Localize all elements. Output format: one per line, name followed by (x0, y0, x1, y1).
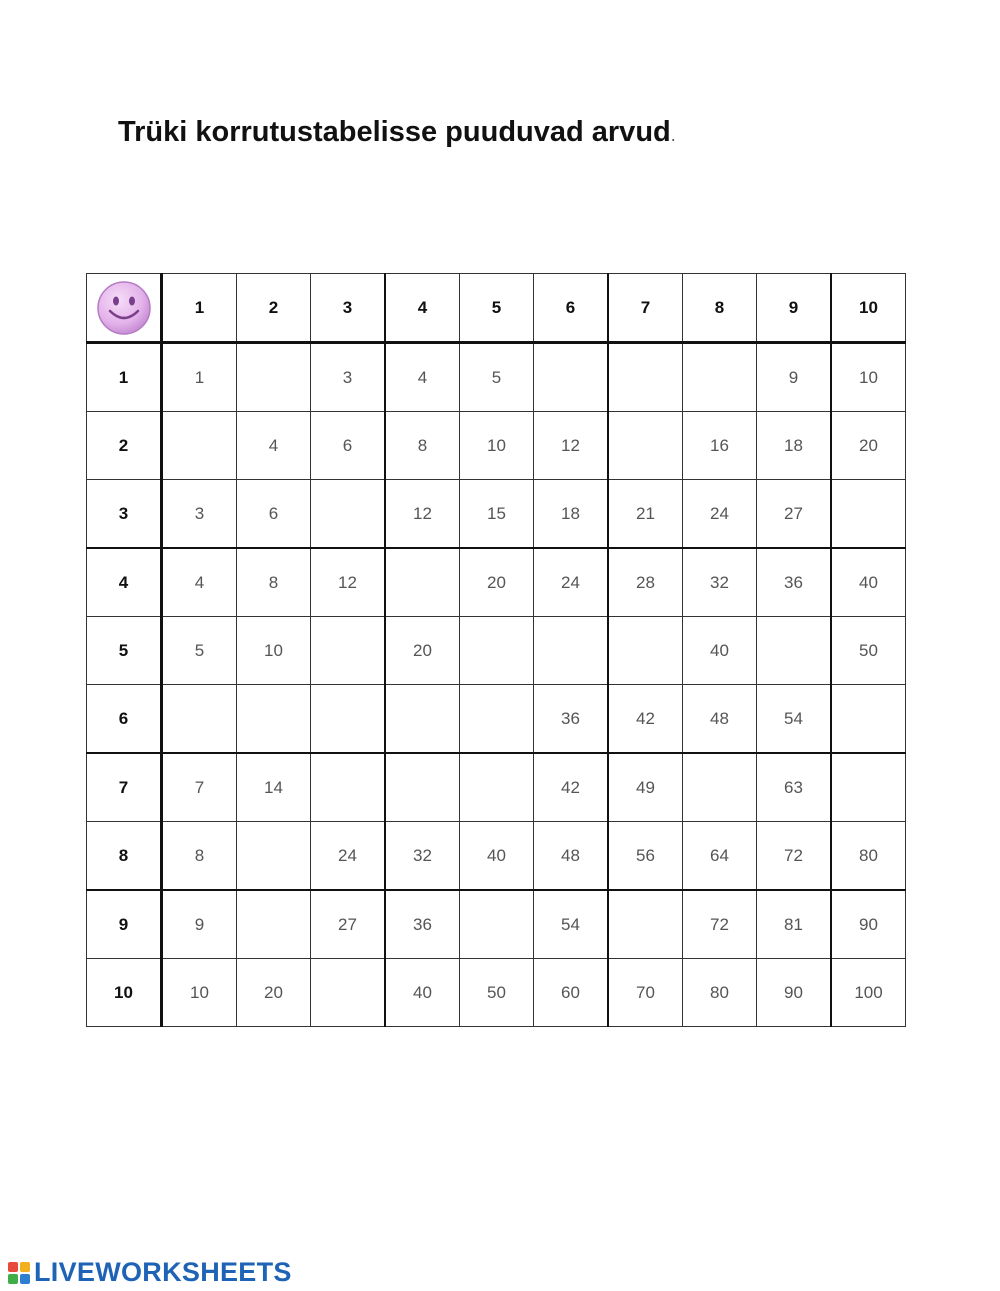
blank-answer-cell[interactable] (311, 959, 386, 1027)
product-cell: 40 (831, 548, 906, 617)
product-cell: 5 (162, 617, 237, 685)
worksheet-title (118, 116, 676, 149)
product-cell: 50 (460, 959, 534, 1027)
column-header: 7 (608, 274, 683, 343)
column-header: 6 (534, 274, 609, 343)
product-cell: 42 (608, 685, 683, 754)
row-header: 8 (87, 822, 162, 891)
blank-answer-cell[interactable] (237, 822, 311, 891)
row-header: 3 (87, 480, 162, 549)
blank-answer-cell[interactable] (831, 753, 906, 822)
table-row (87, 753, 906, 822)
liveworksheets-logo (8, 1257, 292, 1288)
logo-block (8, 1274, 18, 1284)
row-header: 5 (87, 617, 162, 685)
product-cell: 40 (385, 959, 460, 1027)
column-header: 2 (237, 274, 311, 343)
blank-answer-cell[interactable] (460, 617, 534, 685)
column-header: 9 (757, 274, 832, 343)
blank-answer-cell[interactable] (162, 412, 237, 480)
product-cell: 1 (162, 343, 237, 412)
row-header: 4 (87, 548, 162, 617)
table-row (87, 822, 906, 891)
column-header: 10 (831, 274, 906, 343)
product-cell: 81 (757, 890, 832, 959)
blank-answer-cell[interactable] (757, 617, 832, 685)
product-cell: 49 (608, 753, 683, 822)
blank-answer-cell[interactable] (460, 753, 534, 822)
product-cell: 72 (757, 822, 832, 891)
product-cell: 8 (162, 822, 237, 891)
product-cell: 8 (237, 548, 311, 617)
product-cell: 6 (311, 412, 386, 480)
header-row (87, 274, 906, 343)
product-cell: 15 (460, 480, 534, 549)
product-cell: 20 (460, 548, 534, 617)
product-cell: 32 (385, 822, 460, 891)
corner-cell (87, 274, 162, 343)
product-cell: 70 (608, 959, 683, 1027)
product-cell: 48 (534, 822, 609, 891)
product-cell: 20 (831, 412, 906, 480)
table-row (87, 685, 906, 754)
blank-answer-cell[interactable] (683, 753, 757, 822)
row-header: 2 (87, 412, 162, 480)
product-cell: 40 (683, 617, 757, 685)
row-header: 9 (87, 890, 162, 959)
title-text: Trüki korrutustabelisse puuduvad arvud (118, 116, 671, 148)
blank-answer-cell[interactable] (237, 343, 311, 412)
product-cell: 24 (311, 822, 386, 891)
product-cell: 8 (385, 412, 460, 480)
product-cell: 54 (534, 890, 609, 959)
product-cell: 16 (683, 412, 757, 480)
product-cell: 12 (311, 548, 386, 617)
table-row (87, 548, 906, 617)
table-row (87, 343, 906, 412)
product-cell: 12 (534, 412, 609, 480)
logo-block (20, 1262, 30, 1272)
blank-answer-cell[interactable] (311, 685, 386, 754)
blank-answer-cell[interactable] (608, 617, 683, 685)
blank-answer-cell[interactable] (683, 343, 757, 412)
column-header: 8 (683, 274, 757, 343)
product-cell: 6 (237, 480, 311, 549)
logo-blocks-icon (8, 1262, 30, 1284)
product-cell: 100 (831, 959, 906, 1027)
product-cell: 24 (534, 548, 609, 617)
product-cell: 63 (757, 753, 832, 822)
product-cell: 10 (237, 617, 311, 685)
product-cell: 3 (311, 343, 386, 412)
multiplication-table (86, 273, 906, 1027)
product-cell: 24 (683, 480, 757, 549)
product-cell: 21 (608, 480, 683, 549)
product-cell: 36 (385, 890, 460, 959)
product-cell: 28 (608, 548, 683, 617)
blank-answer-cell[interactable] (385, 685, 460, 754)
product-cell: 42 (534, 753, 609, 822)
product-cell: 14 (237, 753, 311, 822)
product-cell: 90 (831, 890, 906, 959)
blank-answer-cell[interactable] (385, 753, 460, 822)
product-cell: 54 (757, 685, 832, 754)
blank-answer-cell[interactable] (831, 685, 906, 754)
blank-answer-cell[interactable] (311, 480, 386, 549)
product-cell: 48 (683, 685, 757, 754)
column-header: 4 (385, 274, 460, 343)
blank-answer-cell[interactable] (831, 480, 906, 549)
product-cell: 90 (757, 959, 832, 1027)
product-cell: 36 (534, 685, 609, 754)
table-row (87, 890, 906, 959)
blank-answer-cell[interactable] (237, 685, 311, 754)
product-cell: 32 (683, 548, 757, 617)
blank-answer-cell[interactable] (534, 617, 609, 685)
table-row (87, 480, 906, 549)
blank-answer-cell[interactable] (385, 548, 460, 617)
column-header: 3 (311, 274, 386, 343)
blank-answer-cell[interactable] (608, 890, 683, 959)
product-cell: 10 (831, 343, 906, 412)
product-cell: 9 (757, 343, 832, 412)
smiley-face-icon (95, 279, 153, 337)
product-cell: 18 (757, 412, 832, 480)
blank-answer-cell[interactable] (237, 890, 311, 959)
product-cell: 12 (385, 480, 460, 549)
blank-answer-cell[interactable] (311, 753, 386, 822)
product-cell: 56 (608, 822, 683, 891)
product-cell: 20 (237, 959, 311, 1027)
logo-block (20, 1274, 30, 1284)
blank-answer-cell[interactable] (460, 685, 534, 754)
product-cell: 5 (460, 343, 534, 412)
product-cell: 9 (162, 890, 237, 959)
product-cell: 40 (460, 822, 534, 891)
product-cell: 60 (534, 959, 609, 1027)
logo-block (8, 1262, 18, 1272)
product-cell: 50 (831, 617, 906, 685)
product-cell: 4 (385, 343, 460, 412)
blank-answer-cell[interactable] (311, 617, 386, 685)
product-cell: 3 (162, 480, 237, 549)
product-cell: 10 (460, 412, 534, 480)
product-cell: 4 (237, 412, 311, 480)
blank-answer-cell[interactable] (162, 685, 237, 754)
row-header: 1 (87, 343, 162, 412)
product-cell: 64 (683, 822, 757, 891)
table-row (87, 412, 906, 480)
product-cell: 27 (757, 480, 832, 549)
product-cell: 80 (683, 959, 757, 1027)
product-cell: 7 (162, 753, 237, 822)
column-header: 5 (460, 274, 534, 343)
product-cell: 18 (534, 480, 609, 549)
product-cell: 20 (385, 617, 460, 685)
product-cell: 36 (757, 548, 832, 617)
product-cell: 10 (162, 959, 237, 1027)
brand-name: LIVEWORKSHEETS (34, 1257, 292, 1287)
blank-answer-cell[interactable] (460, 890, 534, 959)
blank-answer-cell[interactable] (608, 412, 683, 480)
product-cell: 27 (311, 890, 386, 959)
row-header: 6 (87, 685, 162, 754)
row-header: 7 (87, 753, 162, 822)
title-period: . (670, 125, 676, 145)
table-row (87, 959, 906, 1027)
product-cell: 80 (831, 822, 906, 891)
product-cell: 4 (162, 548, 237, 617)
blank-answer-cell[interactable] (534, 343, 609, 412)
column-header: 1 (162, 274, 237, 343)
product-cell: 72 (683, 890, 757, 959)
row-header: 10 (87, 959, 162, 1027)
blank-answer-cell[interactable] (608, 343, 683, 412)
table-row (87, 617, 906, 685)
